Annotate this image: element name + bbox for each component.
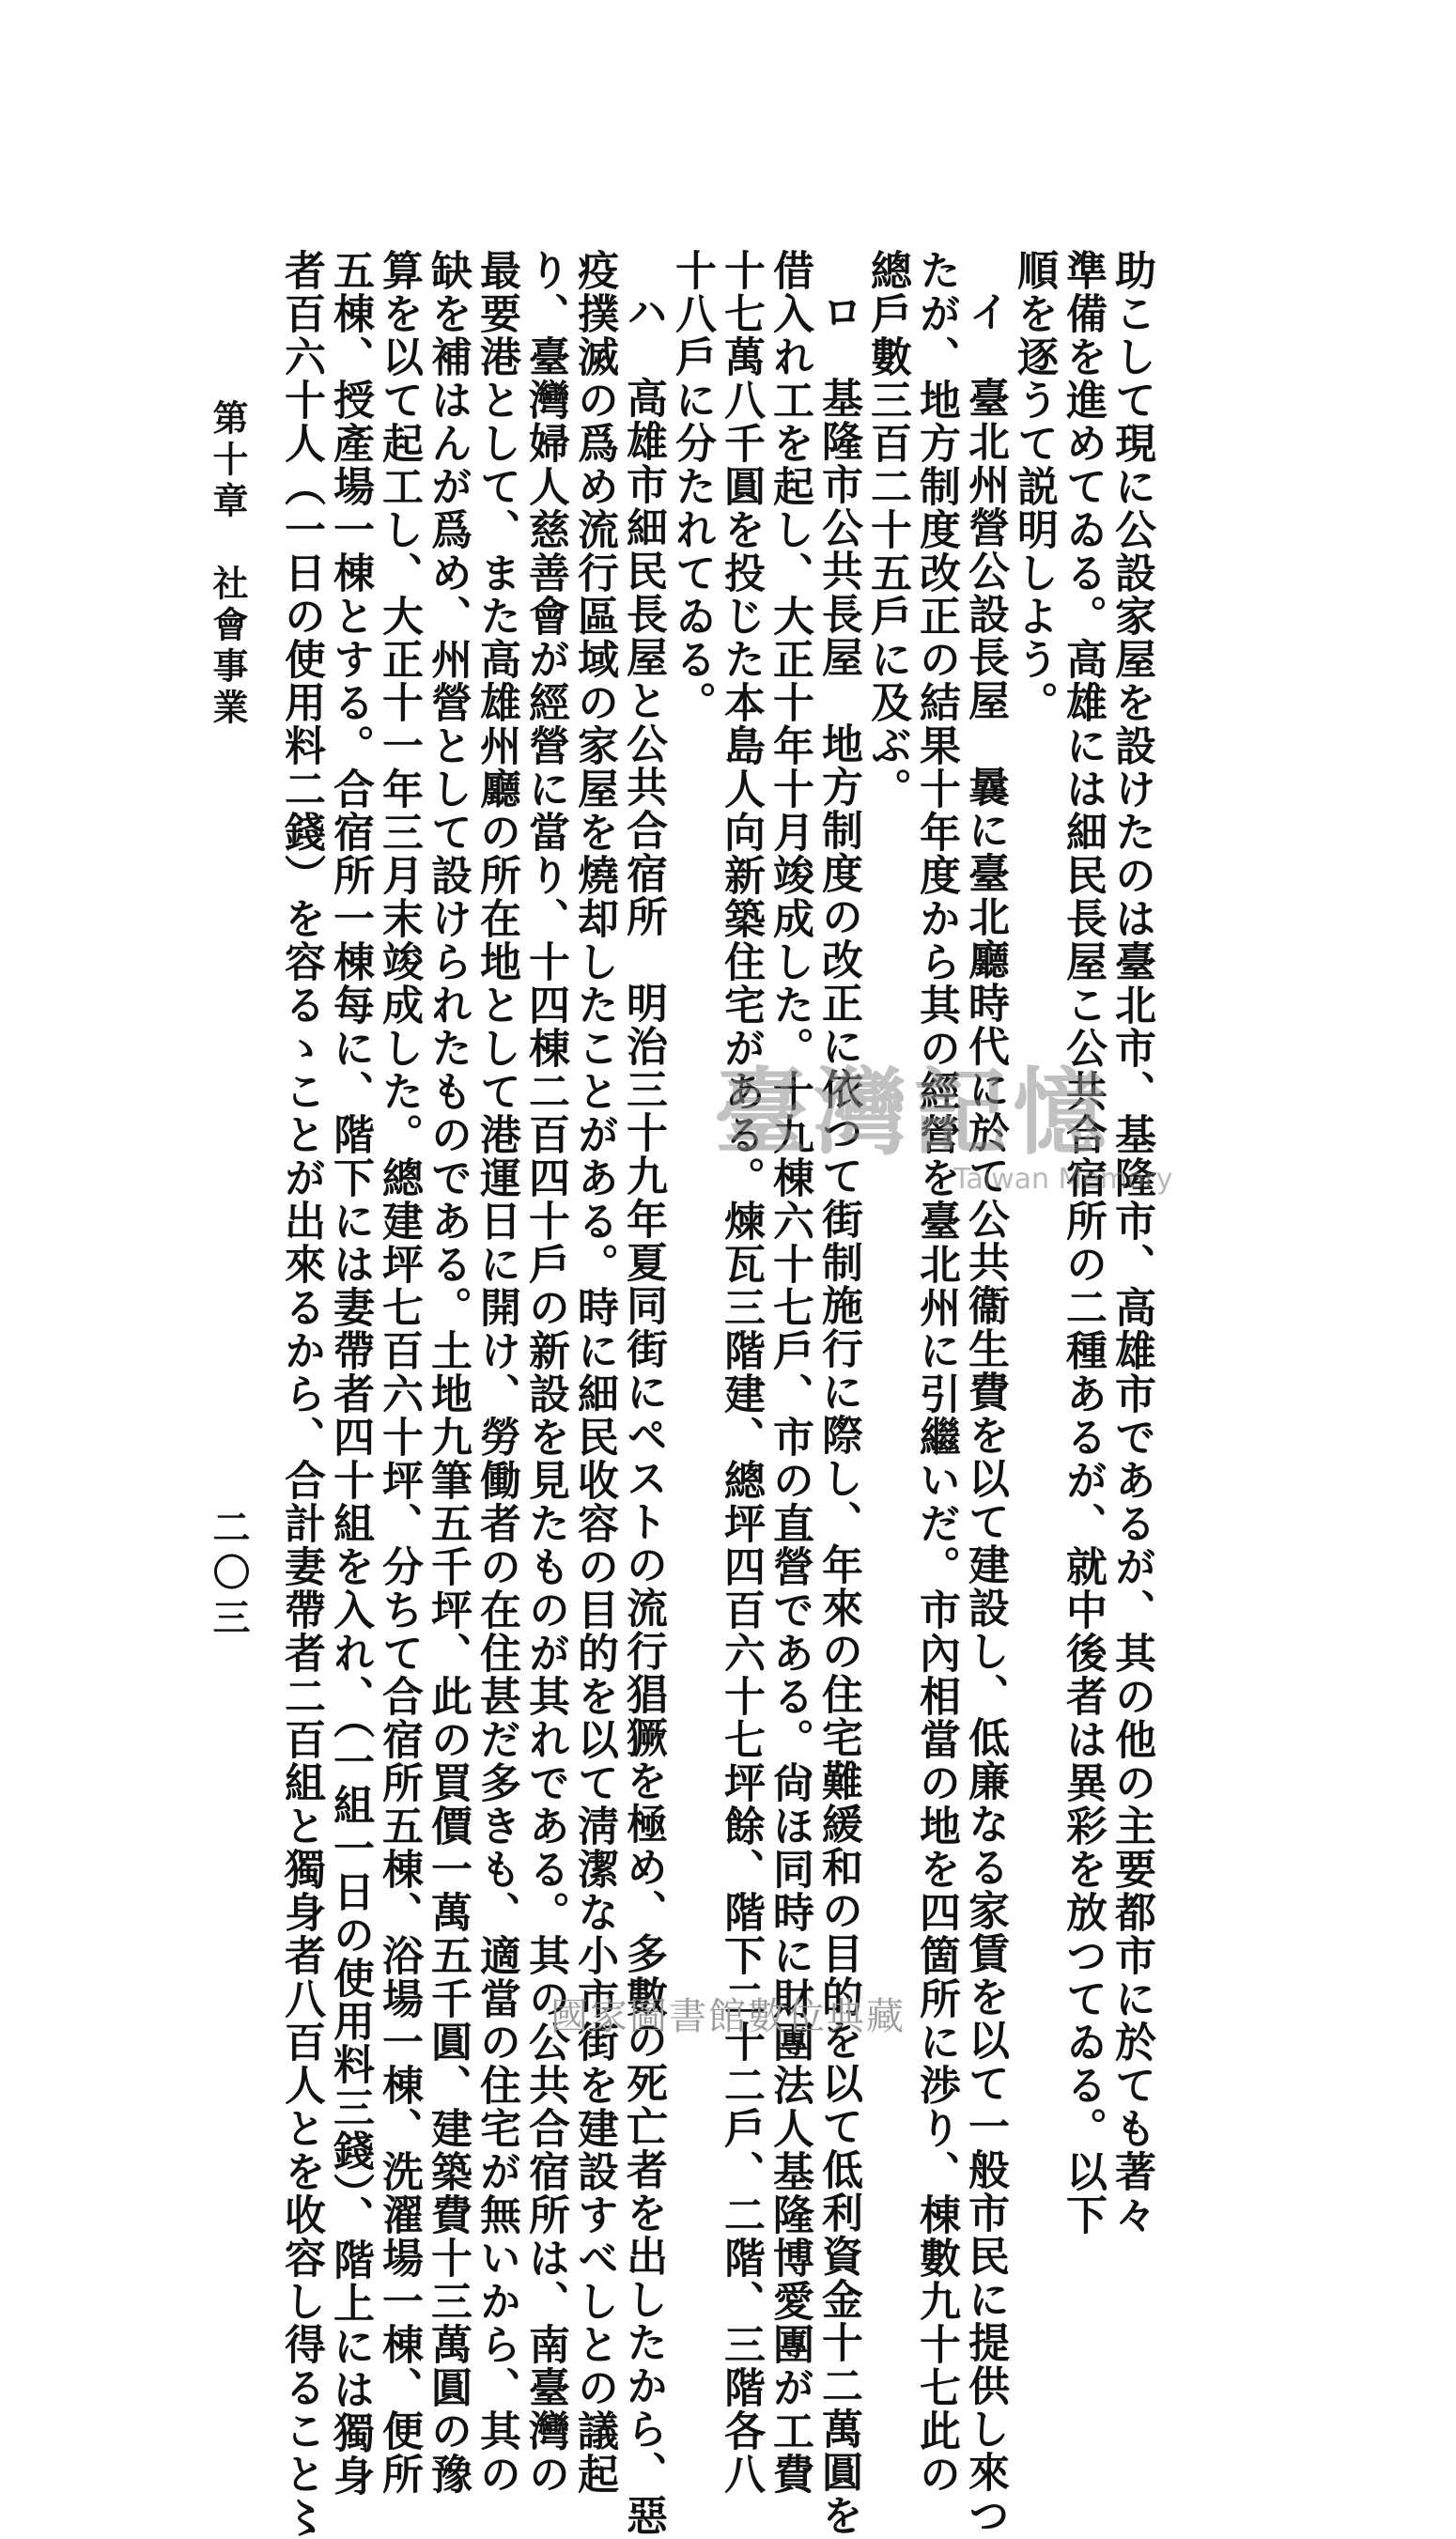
watermark-subtitle: Taiwan Memory bbox=[953, 1163, 1173, 1196]
text-column-13: り、臺灣婦人慈善會が經營に當り、十四棟二百四十戶の新設を見たものが其れである。其の公共合宿所は、南臺灣の bbox=[521, 249, 569, 2496]
section-heading-kaohsiung: ハ 高雄市細民長屋と公共合宿所 明治三十九年夏同街にペストの流行猖獗を極め、多數の死亡者を出したから、惡 bbox=[619, 290, 667, 2537]
text-column-18: 者百六十人（一日の使用料二錢）を容るゝことが出來るから、合計妻帶者二百組と獨身者八百人とを收容し得ること〻 bbox=[277, 249, 325, 2539]
text-column-12: 疫撲滅の爲め流行區域の家屋を燒却したことがある。時に細民收容の目的を以て淸潔な小市街を建設すべしとの議起 bbox=[570, 249, 618, 2496]
text-column-9: 十七萬八千圓を投じた本島人向新築住宅がある。煉瓦三階建、總坪四百六十七坪餘、階下二十二戶、二階、三階各八 bbox=[717, 249, 765, 2496]
text-column-10: 十八戶に分たれてゐる。 bbox=[668, 249, 716, 724]
text-column-5: たが、地方制度改正の結果十年度から其の經營を臺北州に引繼いだ。市內相當の地を四箇所に渉り、棟數九十七此の bbox=[912, 249, 960, 2496]
text-column-6: 總戶數三百二十五戶に及ぶ。 bbox=[863, 249, 911, 811]
text-column-8: 借入れ工を起し、大正十年十月竣成した。十九棟六十七戶、市の直營である。尙ほ同時に財團法人基隆博愛團が工費 bbox=[766, 249, 813, 2496]
text-column-3: 順を逐うて説明しよう。 bbox=[1010, 249, 1058, 724]
text-column-15: 缺を補はんが爲め、州營として設けられたものである。土地九筆五千坪、此の買價一萬五千圓、建築費十三萬圓の豫 bbox=[424, 249, 472, 2496]
section-heading-taipei: イ 臺北州營公設長屋 曩に臺北廳時代に於て公共衞生費を以て建設し、低廉なる家賃を以て一般市民に提供し來つ bbox=[961, 290, 1009, 2537]
watermark-logo-text: 臺灣記憶 bbox=[714, 1058, 1112, 1168]
footer-library-credit: 國家圖書館數位典藏 bbox=[550, 1995, 906, 2038]
text-column-2: 準備を進めてゐる。高雄には細民長屋こ公共合宿所の二種あるが、就中後者は異彩を放つてゐる。以下 bbox=[1059, 249, 1107, 2237]
taiwan-memory-watermark bbox=[714, 1058, 1173, 1202]
page-number: 二〇三 bbox=[207, 1508, 251, 1643]
text-column-14: 最要港として、また高雄州廳の所在地として港運日に開け、勞働者の在住甚だ多きも、適當の住宅が無いから、其の bbox=[472, 249, 520, 2496]
section-heading-keelung: ロ 基隆市公共長屋 地方制度の改正に依つて街制施行に際し、年來の住宅難緩和の目的を以て低利資金十二萬圓を bbox=[814, 290, 862, 2537]
running-header-chapter-title: 第十章 社會事業 bbox=[207, 399, 249, 730]
text-column-16: 算を以て起工し、大正十一年三月末竣成した。總建坪七百六十坪、分ちて合宿所五棟、浴場一棟、洗濯場一棟、便所 bbox=[375, 249, 423, 2496]
text-column-1: 助こして現に公設家屋を設けたのは臺北市、基隆市、高雄市であるが、其の他の主要都市に於ても著々 bbox=[1107, 249, 1155, 2237]
text-column-17: 五棟、授產場一棟とする。合宿所一棟每に、階下には妻帶者四十組を入れ、（一組一日の使用料三錢）、階上には獨身 bbox=[326, 249, 374, 2498]
